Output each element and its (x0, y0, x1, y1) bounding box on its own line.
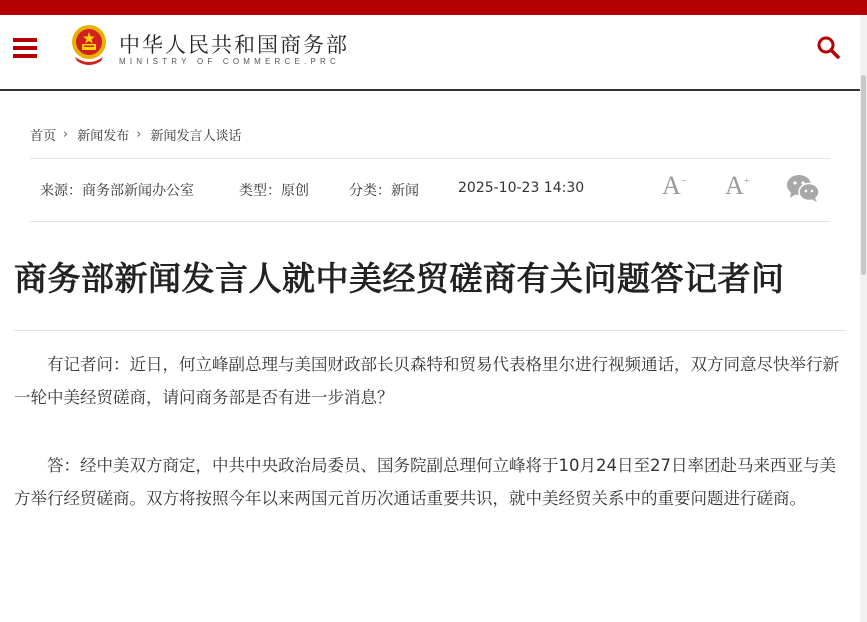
breadcrumb-home[interactable]: 首页 (30, 129, 57, 144)
title-divider (14, 330, 846, 331)
chevron-right-icon: › (136, 127, 142, 142)
article-paragraph-question: 有记者问：近日，何立峰副总理与美国财政部长贝森特和贸易代表格里尔进行视频通话，双方同意尽快举行新一轮中美经贸磋商，请问商务部是否有进一步消息？ (14, 355, 839, 407)
meta-category: 分类：新闻 (349, 183, 419, 199)
font-decrease-button[interactable]: A− (662, 171, 687, 200)
article-paragraph-answer: 答：经中美双方商定，中共中央政治局委员、国务院副总理何立峰将于10月24日至27日率团赴马来西亚与美方举行经贸磋商。双方将按照今年以来两国元首历次通话重要共识，就中美经贸关系中的重要问题进行磋商。 (14, 456, 836, 508)
meta-datetime: 2025-10-23 14:30 (458, 180, 585, 196)
chevron-right-icon: › (63, 127, 69, 142)
national-emblem-icon[interactable] (69, 23, 109, 67)
page-scrollbar[interactable] (860, 15, 867, 622)
article-title: 商务部新闻发言人就中美经贸磋商有关问题答记者问 (14, 259, 785, 298)
scrollbar-thumb[interactable] (861, 75, 866, 275)
site-header (0, 15, 860, 91)
breadcrumb (30, 125, 241, 144)
breadcrumb-news-release[interactable]: 新闻发布 (77, 129, 130, 144)
search-icon[interactable] (816, 35, 840, 59)
top-red-bar (0, 0, 867, 15)
meta-source: 来源：商务部新闻办公室 (40, 183, 194, 199)
font-increase-button[interactable]: A+ (725, 171, 750, 200)
article-meta (30, 158, 830, 222)
meta-type: 类型：原创 (239, 183, 309, 199)
site-title[interactable]: 中华人民共和国商务部 (119, 33, 349, 57)
breadcrumb-spokesperson[interactable]: 新闻发言人谈话 (150, 129, 242, 144)
site-subtitle: MINISTRY OF COMMERCE.PRC (119, 57, 340, 66)
menu-icon[interactable] (13, 38, 37, 58)
wechat-share-icon[interactable] (786, 173, 820, 203)
